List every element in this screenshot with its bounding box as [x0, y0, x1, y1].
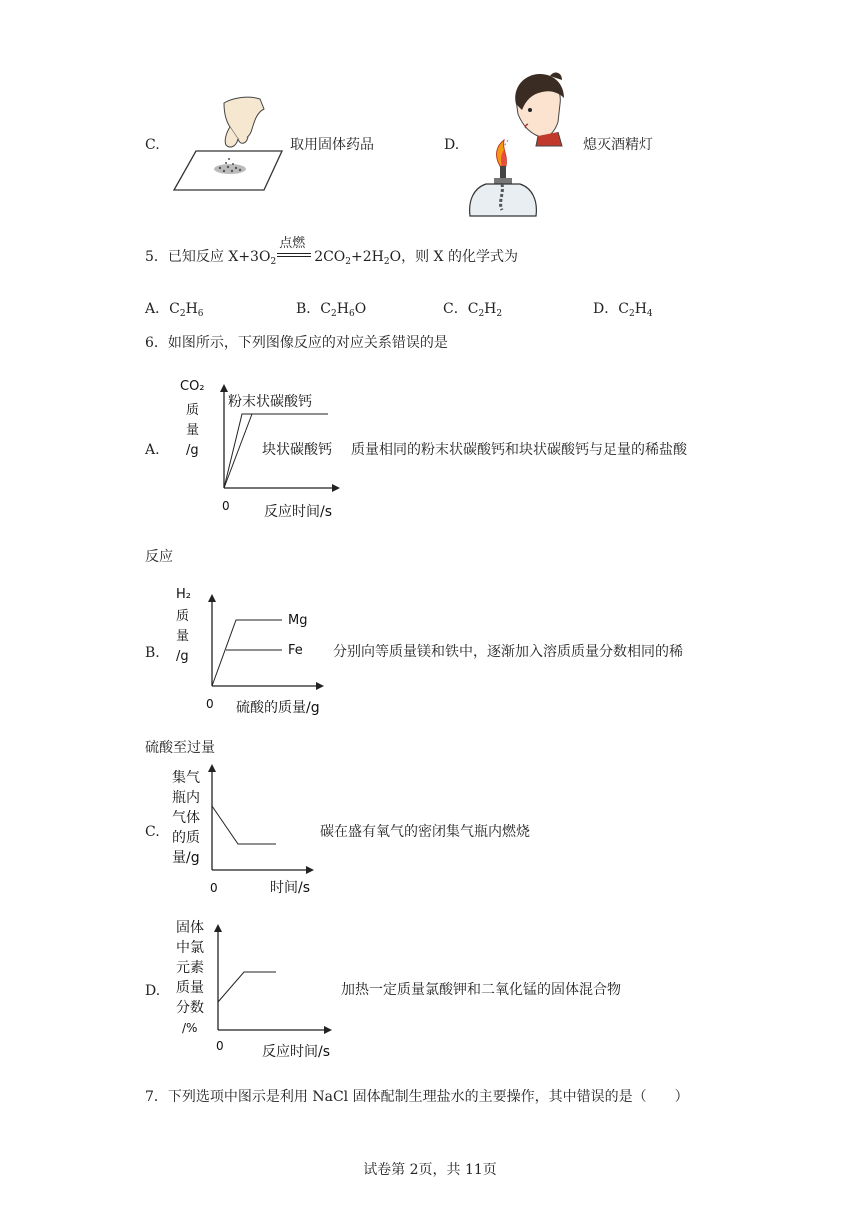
graph-b-series-fe: Fe [288, 643, 303, 658]
q7-stem: 7．下列选项中图示是利用 NaCl 固体配制生理盐水的主要操作，其中错误的是（ ） [145, 1089, 689, 1105]
graph-a-x-title: 反应时间/s [264, 504, 333, 520]
graph-d-y-title-5: /% [182, 1021, 198, 1035]
q6-option-d-label: D. [145, 983, 161, 999]
graph-d-origin: 0 [216, 1039, 224, 1053]
q6-stem: 6．如图所示，下列图像反应的对应关系错误的是 [145, 335, 448, 351]
graph-a-co2-mass-vs-time [170, 372, 350, 524]
graph-c-y-title-4: 量/g [172, 850, 200, 866]
q6-option-b-desc: 分别向等质量镁和铁中，逐渐加入溶质质量分数相同的稀 [333, 644, 683, 660]
q6-option-a-desc: 质量相同的粉末状碳酸钙和块状碳酸钙与足量的稀盐酸 [351, 442, 687, 458]
graph-d-y-title-2: 元素 [176, 960, 204, 976]
q6-option-a-desc-cont: 反应 [145, 549, 173, 565]
graph-d-y-title-3: 质量 [176, 980, 204, 996]
graph-a-series-powder: 粉末状碳酸钙 [228, 394, 312, 410]
option-d-caption: 熄灭酒精灯 [583, 137, 653, 153]
q6-option-c-desc: 碳在盛有氧气的密闭集气瓶内燃烧 [320, 824, 530, 840]
graph-a-y-title-2: 量 [186, 423, 200, 438]
q6-option-b-desc-cont: 硫酸至过量 [145, 740, 215, 756]
graph-d-x-title: 反应时间/s [262, 1044, 331, 1060]
graph-c-y-title-1: 瓶内 [172, 790, 200, 806]
graph-b-y-title-0: H₂ [176, 587, 191, 602]
q6-option-c-label: C. [145, 824, 160, 840]
graph-c-gas-mass-vs-time [166, 762, 336, 902]
graph-b-x-title: 硫酸的质量/g [236, 700, 320, 716]
graph-a-origin: 0 [222, 499, 230, 513]
graph-c-y-title-0: 集气 [172, 770, 200, 786]
option-d-label: D. [444, 137, 460, 153]
graph-b-series-mg: Mg [288, 613, 308, 628]
blowing-out-alcohol-lamp-illustration [466, 70, 576, 222]
q6-option-b-label: B. [145, 645, 160, 661]
graph-c-origin: 0 [210, 881, 218, 895]
graph-c-y-title-3: 的质 [172, 830, 200, 846]
graph-a-y-title-3: /g [186, 443, 199, 458]
graph-b-y-title-2: 量 [176, 629, 190, 644]
option-c-caption: 取用固体药品 [290, 137, 374, 153]
graph-d-y-title-4: 分数 [176, 1000, 204, 1016]
graph-b-y-title-1: 质 [176, 609, 190, 624]
reaction-arrow [277, 236, 313, 261]
graph-a-y-title-0: CO₂ [180, 379, 205, 394]
reaction-condition: 点燃 [279, 236, 306, 251]
q5-option-d[interactable]: D．$C_2H_4$ [593, 301, 653, 319]
graph-b-y-title-3: /g [176, 649, 189, 664]
graph-a-series-lump: 块状碳酸钙 [262, 442, 332, 458]
graph-a-y-title-1: 质 [186, 403, 200, 418]
option-c-label: C. [145, 137, 160, 153]
graph-b-h2-mass-vs-acid [168, 580, 338, 720]
graph-c-x-title: 时间/s [270, 880, 311, 896]
q5-option-a[interactable]: A．$C_2H_6$ [145, 301, 204, 319]
hand-picking-solid-illustration [168, 93, 288, 197]
page-footer: 试卷第 2页，共 11页 [363, 1162, 497, 1178]
graph-d-chlorine-fraction-vs-time [168, 914, 348, 1066]
q5-stem: 5．已知反应 $X+3O_2$ 点燃 $2CO_2+2H_2O$，则 X 的化学式为 [145, 236, 518, 267]
q6-option-d-desc: 加热一定质量氯酸钾和二氧化锰的固体混合物 [341, 982, 621, 998]
graph-d-y-title-1: 中氯 [176, 940, 204, 956]
q5-option-c[interactable]: C．$C_2H_2$ [443, 301, 503, 319]
q6-option-a-label: A. [145, 442, 160, 458]
graph-c-y-title-2: 气体 [172, 810, 200, 826]
graph-d-y-title-0: 固体 [176, 920, 204, 936]
graph-b-origin: 0 [206, 697, 214, 711]
q5-option-b[interactable]: B．$C_2H_6O$ [296, 301, 367, 319]
